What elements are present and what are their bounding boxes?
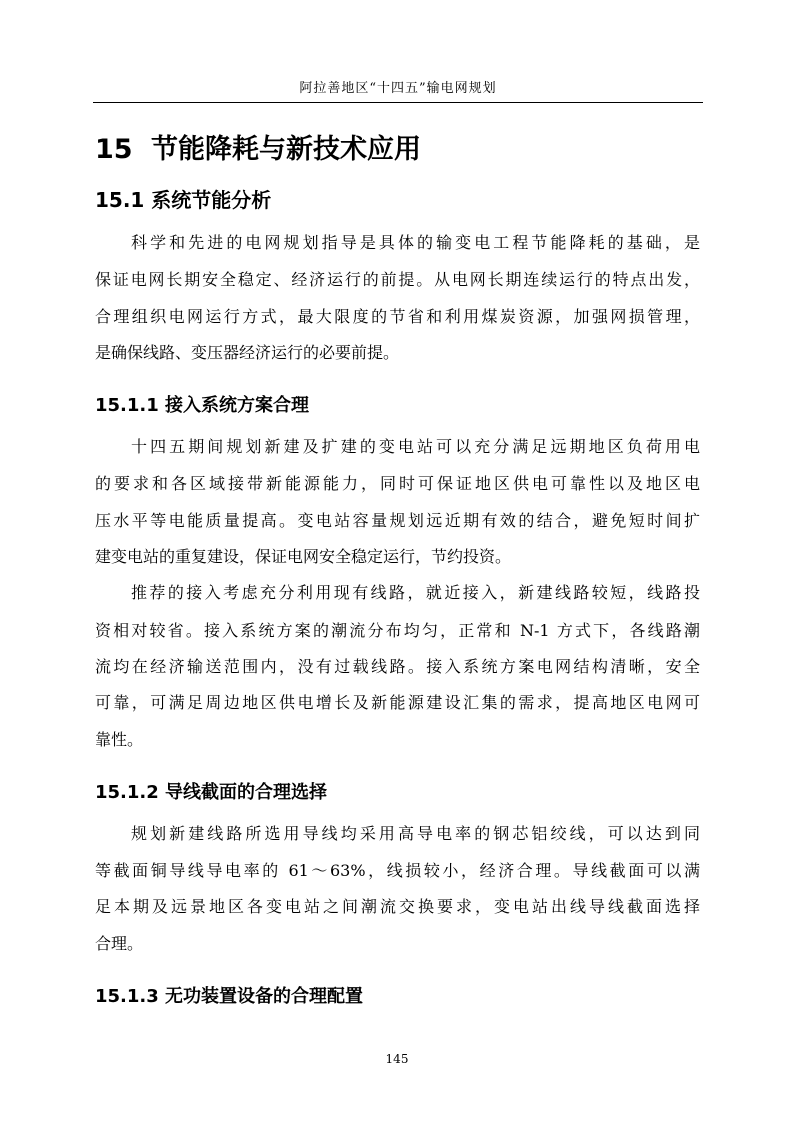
paragraph-line: 十四五期间规划新建及扩建的变电站可以充分满足远期地区负荷用电 [131,437,700,456]
paragraph-line: 合理组织电网运行方式，最大限度的节省和利用煤炭资源，加强网损管理， [95,307,700,326]
paragraph-line: 科学和先进的电网规划指导是具体的输变电工程节能降耗的基础，是 [131,233,700,252]
page-number: 145 [385,1052,409,1066]
paragraph-line: 保证电网长期安全稳定、经济运行的前提。从电网长期连续运行的特点出发， [95,270,700,289]
section-heading-15-1-1: 15.1.1 接入系统方案合理 [95,395,310,416]
paragraph-line: 流均在经济输送范围内，没有过载线路。接入系统方案电网结构清晰，安全 [95,657,700,676]
paragraph-line: 是确保线路、变压器经济运行的必要前提。 [95,343,400,362]
header-rule [93,102,703,103]
paragraph-line: 规划新建线路所选用导线均采用高导电率的钢芯铝绞线，可以达到同 [131,824,700,843]
paragraph-line: 可靠，可满足周边地区供电增长及新能源建设汇集的需求，提高地区电网可 [95,693,700,712]
chapter-number: 15 [95,134,133,165]
section-heading-15-1-2: 15.1.2 导线截面的合理选择 [95,782,328,803]
paragraph-line: 建变电站的重复建设，保证电网安全稳定运行，节约投资。 [95,547,512,566]
section-heading-15-1: 15.1 系统节能分析 [95,188,272,212]
chapter-title-text: 节能降耗与新技术应用 [151,134,421,165]
paragraph-line: 资相对较省。接入系统方案的潮流分布均匀，正常和 N-1 方式下，各线路潮 [95,621,700,640]
paragraph-line: 的要求和各区域接带新能源能力，同时可保证地区供电可靠性以及地区电 [95,474,700,493]
page-header: 阿拉善地区“十四五”输电网规划 [299,81,497,96]
paragraph-line: 合理。 [95,934,144,953]
paragraph-line: 足本期及远景地区各变电站之间潮流交换要求，变电站出线导线截面选择 [95,897,700,916]
paragraph-line: 推荐的接入考虑充分利用现有线路，就近接入，新建线路较短，线路投 [131,583,700,602]
section-heading-15-1-3: 15.1.3 无功装置设备的合理配置 [95,986,364,1007]
paragraph-line: 等截面铜导线导电率的 61～63%，线损较小，经济合理。导线截面可以满 [95,861,700,880]
paragraph-line: 靠性。 [95,730,144,749]
chapter-title [95,132,421,168]
paragraph-line: 压水平等电能质量提高。变电站容量规划远近期有效的结合，避免短时间扩 [95,511,700,530]
